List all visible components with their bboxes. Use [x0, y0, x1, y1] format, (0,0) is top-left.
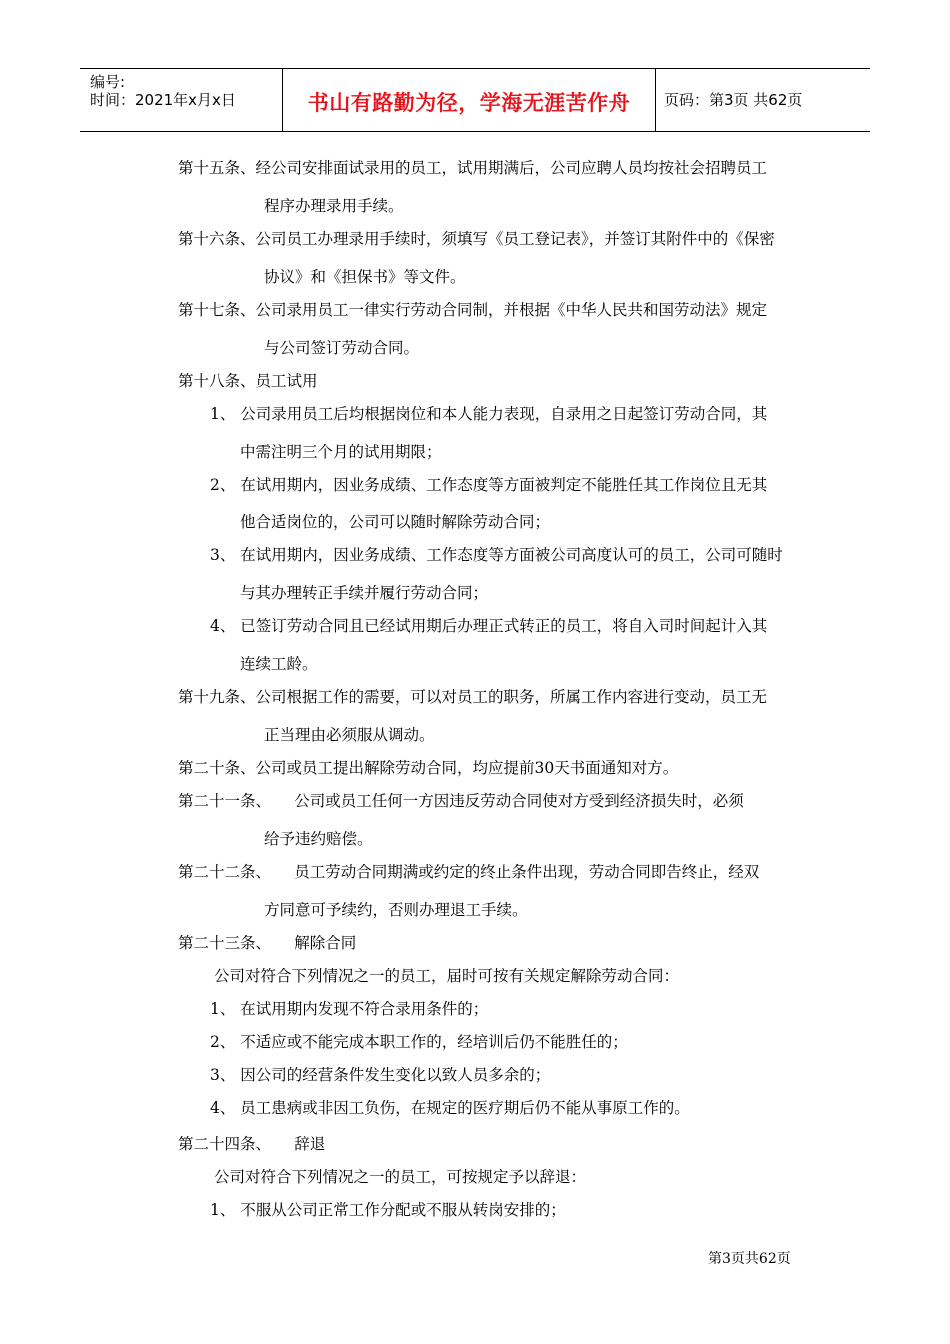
article-15-line-1: 第十五条、经公司安排面试录用的员工，试用期满后，公司应聘人员均按社会招聘员工 [178, 159, 768, 177]
article-18-item-1-line-2: 中需注明三个月的试用期限； [240, 443, 442, 461]
article-23-item-4: 4、 员工患病或非因工负伤，在规定的医疗期后仍不能从事原工作的。 [210, 1099, 690, 1117]
article-20-line-1: 第二十条、公司或员工提出解除劳动合同，均应提前30天书面通知对方。 [178, 759, 679, 777]
article-17-line-1: 第十七条、公司录用员工一律实行劳动合同制，并根据《中华人民共和国劳动法》规定 [178, 301, 768, 319]
article-21-line-1: 第二十一条、 公司或员工任何一方因违反劳动合同使对方受到经济损失时，必须 [178, 792, 744, 810]
article-23-heading: 第二十三条、 解除合同 [178, 934, 357, 952]
article-17-line-2: 与公司签订劳动合同。 [264, 339, 420, 357]
article-19-line-2: 正当理由必须服从调动。 [264, 726, 435, 744]
header-page-number: 页码：第3页 共62页 [664, 91, 803, 109]
article-24-heading: 第二十四条、 辞退 [178, 1135, 326, 1153]
document-time-label: 时间：2021年x月x日 [90, 91, 236, 109]
article-18-heading: 第十八条、员工试用 [178, 372, 318, 390]
article-22-line-2: 方同意可予续约，否则办理退工手续。 [264, 901, 528, 919]
article-23-item-2: 2、 不适应或不能完成本职工作的，经培训后仍不能胜任的； [210, 1033, 628, 1051]
article-23-item-1: 1、 在试用期内发现不符合录用条件的； [210, 1000, 489, 1018]
article-18-item-4-line-1: 4、 已签订劳动合同且已经试用期后办理正式转正的员工，将自入司时间起计入其 [210, 617, 768, 635]
page-header [80, 68, 870, 132]
article-18-item-2-line-1: 2、 在试用期内，因业务成绩、工作态度等方面被判定不能胜任其工作岗位且无其 [210, 476, 768, 494]
article-19-line-1: 第十九条、公司根据工作的需要，可以对员工的职务，所属工作内容进行变动，员工无 [178, 688, 768, 706]
header-motto-cell [282, 69, 656, 131]
article-22-line-1: 第二十二条、 员工劳动合同期满或约定的终止条件出现，劳动合同即告终止，经双 [178, 863, 760, 881]
article-18-item-4-line-2: 连续工龄。 [240, 655, 318, 673]
article-23-item-3: 3、 因公司的经营条件发生变化以致人员多余的； [210, 1066, 551, 1084]
article-21-line-2: 给予违约赔偿。 [264, 830, 373, 848]
document-number-label: 编号: [90, 73, 126, 91]
footer-page-number: 第3页共62页 [708, 1251, 791, 1267]
header-page-cell [656, 69, 870, 131]
article-24-item-1: 1、 不服从公司正常工作分配或不服从转岗安排的； [210, 1201, 566, 1219]
article-16-line-1: 第十六条、公司员工办理录用手续时，须填写《员工登记表》，并签订其附件中的《保密 [178, 230, 775, 248]
article-18-item-3-line-2: 与其办理转正手续并履行劳动合同； [240, 584, 489, 602]
article-24-intro: 公司对符合下列情况之一的员工，可按规定予以辞退： [214, 1168, 587, 1186]
article-18-item-3-line-1: 3、 在试用期内，因业务成绩、工作态度等方面被公司高度认可的员工，公司可随时 [210, 546, 783, 564]
header-motto: 书山有路勤为径，学海无涯苦作舟 [307, 91, 631, 115]
article-23-intro: 公司对符合下列情况之一的员工，届时可按有关规定解除劳动合同： [214, 967, 680, 985]
article-18-item-2-line-2: 他合适岗位的，公司可以随时解除劳动合同； [240, 513, 551, 531]
article-16-line-2: 协议》和《担保书》等文件。 [264, 268, 466, 286]
header-info-cell [80, 69, 282, 131]
article-18-item-1-line-1: 1、 公司录用员工后均根据岗位和本人能力表现，自录用之日起签订劳动合同，其 [210, 405, 768, 423]
article-15-line-2: 程序办理录用手续。 [264, 197, 404, 215]
